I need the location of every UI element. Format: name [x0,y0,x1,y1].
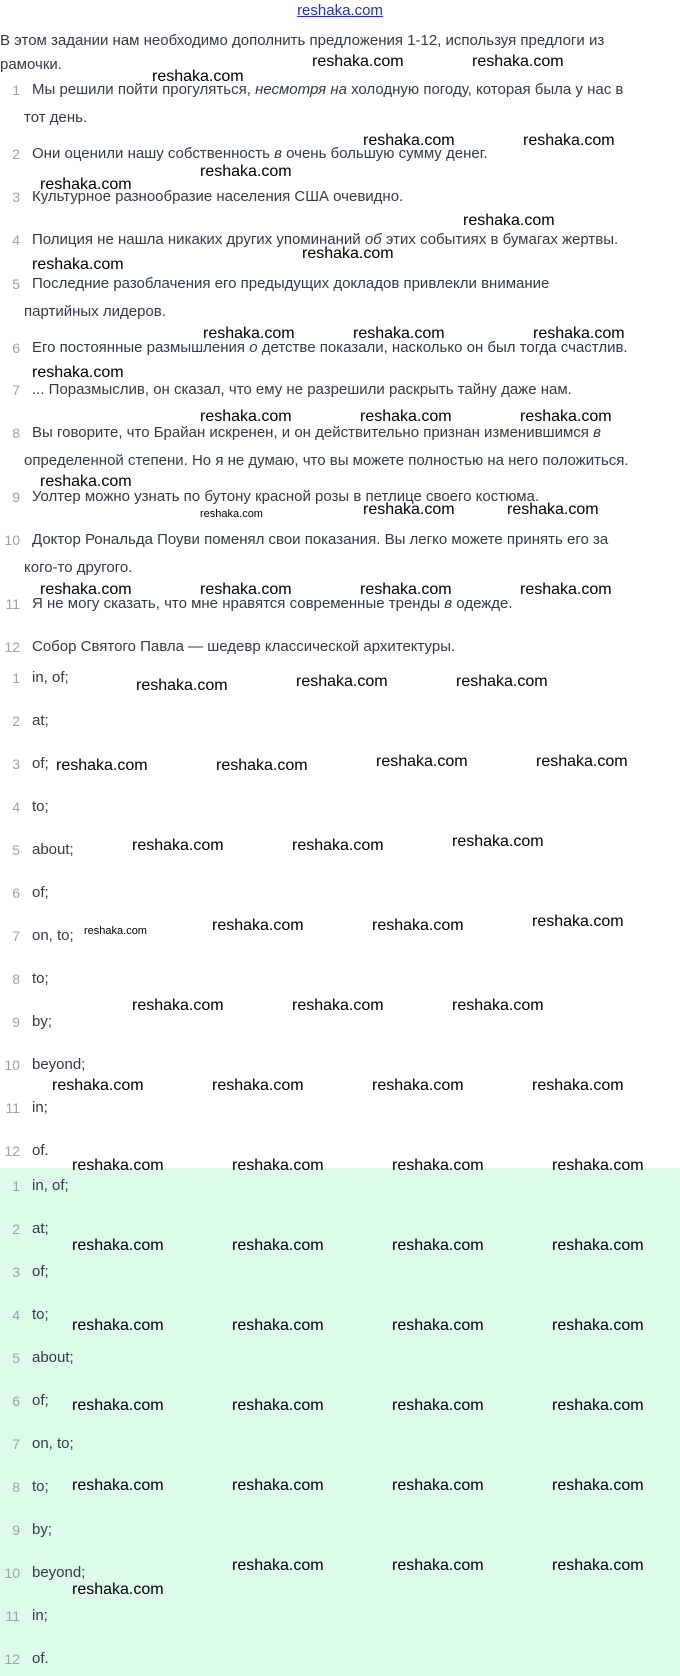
sentence-number: 12 [4,639,20,655]
sentence-number: 5 [12,276,20,292]
sentence-preposition: в [593,424,601,441]
answer-text: on, to; [32,927,74,944]
sentence-preposition: в [274,145,282,162]
sentence-segment: кого-то другого. [24,559,133,576]
answer-number: 6 [12,885,20,901]
watermark-text: reshaka.com [363,501,455,518]
watermark-text: reshaka.com [353,325,445,342]
sentence-segment: определенной степени. Но я не думаю, что вы можете полностью на него положиться. [24,452,629,469]
sentence-segment: ... Поразмыслив, он сказал, что ему не разрешили раскрыть тайну даже нам. [32,381,572,398]
watermark-text: reshaka.com [72,1317,164,1334]
sentence-segment: очень большую сумму денег. [281,145,488,162]
sentence-number: 7 [12,382,20,398]
sentence-segment: холодную погоду, которая была у нас в [346,81,624,98]
watermark-text: reshaka.com [520,408,612,425]
sentence-number: 6 [12,340,20,356]
watermark-text: reshaka.com [463,212,555,229]
watermark-text: reshaka.com [200,163,292,180]
watermark-text: reshaka.com [32,256,124,273]
answer-text: of; [32,1392,49,1409]
watermark-text: reshaka.com [72,1237,164,1254]
site-header-link[interactable]: reshaka.com [297,2,383,19]
sentence-preposition: об [364,231,382,248]
answer-number: 11 [5,1100,20,1116]
sentence-segment: Мы решили пойти прогуляться, [32,81,256,98]
answer-number: 8 [12,1479,20,1495]
sentence-segment: Его постоянные размышления [32,339,250,356]
sentence-line [24,298,166,326]
answer-number: 11 [5,1608,20,1624]
answer-text: by; [32,1521,53,1538]
watermark-text: reshaka.com [312,53,404,70]
watermark-text: reshaka.com [72,1477,164,1494]
answer-text: to; [32,1478,49,1495]
sentence-text [24,633,679,661]
task-intro: В этом задании нам необходимо дополнить предложения 1-12, используя предлоги из рамочки. [0,32,605,73]
watermark-text: reshaka.com [552,1157,644,1174]
answer-text: of; [32,884,49,901]
answer-number: 3 [12,1264,20,1280]
watermark-text: reshaka.com [232,1557,324,1574]
answer-text: about; [32,841,74,858]
answer-number: 1 [12,1178,20,1194]
answer-text: to; [32,970,49,987]
watermark-text: reshaka.com [520,581,612,598]
sentence-segment: Я не могу сказать, что мне нравятся современные тренды [32,595,445,612]
answer-number: 1 [12,670,20,686]
sentence-number: 4 [12,232,20,248]
watermark-text: reshaka.com [536,753,628,770]
answer-text: to; [32,1306,49,1323]
answer-number: 9 [12,1522,20,1538]
watermark-text: reshaka.com [136,677,228,694]
sentence-line [32,633,455,661]
answer-text: in, of; [32,1177,69,1194]
watermark-text: reshaka.com [292,997,384,1014]
sentence-segment: Последние разоблачения его предыдущих докладов привлекли внимание [32,275,550,292]
watermark-text: reshaka.com [392,1557,484,1574]
sentence-segment: Они оценили нашу собственность [32,145,275,162]
answer-text: beyond; [32,1564,86,1581]
watermark-text: reshaka.com [523,132,615,149]
answer-text: on, to; [32,1435,74,1452]
sentence-line [32,76,623,104]
sentence-line [32,419,601,447]
sentence-segment: тот день. [24,109,88,126]
answer-number: 4 [12,799,20,815]
sentence-segment: Вы говорите, что Брайан искренен, и он действительно признан изменившимся [32,424,594,441]
answer-number: 5 [12,1350,20,1366]
watermark-text: reshaka.com [372,917,464,934]
sentence-number: 11 [5,596,20,612]
watermark-text: reshaka.com [72,1157,164,1174]
watermark-text: reshaka.com [200,581,292,598]
sentence-segment: Культурное разнообразие населения США очевидно. [32,188,404,205]
answer-number: 12 [4,1143,20,1159]
watermark-text: reshaka.com [376,753,468,770]
answer-number: 9 [12,1014,20,1030]
sentence-number: 1 [12,82,20,98]
watermark-text: reshaka.com [216,757,308,774]
watermark-text: reshaka.com [52,1077,144,1094]
watermark-text: reshaka.com [200,408,292,425]
sentence-number: 3 [12,189,20,205]
answer-text: at; [32,712,49,729]
watermark-text: reshaka.com [392,1317,484,1334]
watermark-text: reshaka.com [152,68,244,85]
watermark-text: reshaka.com [456,673,548,690]
watermark-text: reshaka.com [372,1077,464,1094]
sentence-segment: партийных лидеров. [24,303,166,320]
watermark-text: reshaka.com [132,837,224,854]
answer-number: 6 [12,1393,20,1409]
answer-number: 5 [12,842,20,858]
watermark-text: reshaka.com [232,1157,324,1174]
answer-text: about; [32,1349,74,1366]
watermark-text-small: reshaka.com [84,925,147,937]
watermark-text: reshaka.com [552,1237,644,1254]
watermark-text: reshaka.com [392,1157,484,1174]
watermark-text: reshaka.com [452,833,544,850]
watermark-text: reshaka.com [232,1477,324,1494]
sentence-segment: Собор Святого Павла — шедевр классической архитектуры. [32,638,456,655]
answer-number: 8 [12,971,20,987]
answer-text: of; [32,755,49,772]
answer-number: 10 [4,1565,20,1581]
answer-number: 12 [4,1651,20,1667]
watermark-text: reshaka.com [532,913,624,930]
watermark-text: reshaka.com [212,1077,304,1094]
sentence-line [24,447,629,475]
sentence-segment: Полиция не нашла никаких других упоминаний [32,231,365,248]
sentence-preposition: в [444,595,453,612]
watermark-text: reshaka.com [392,1397,484,1414]
watermark-text: reshaka.com [40,473,132,490]
answer-text: in; [32,1099,48,1116]
watermark-text: reshaka.com [232,1317,324,1334]
watermark-text: reshaka.com [532,1077,624,1094]
watermark-text-small: reshaka.com [200,508,263,520]
answer-text: in; [32,1607,48,1624]
sentence-text [24,526,679,582]
watermark-text: reshaka.com [72,1397,164,1414]
sentence-line [24,554,132,582]
watermark-text: reshaka.com [552,1397,644,1414]
watermark-text: reshaka.com [507,501,599,518]
sentence-line [32,526,608,554]
sentence-segment: этих событиях в бумагах жертвы. [381,231,619,248]
answer-number: 4 [12,1307,20,1323]
watermark-text: reshaka.com [232,1237,324,1254]
watermark-text: reshaka.com [72,1581,164,1598]
watermark-text: reshaka.com [533,325,625,342]
watermark-text: reshaka.com [552,1557,644,1574]
sentence-text [24,76,679,132]
watermark-text: reshaka.com [302,245,394,262]
answer-text: of; [32,1263,49,1280]
answer-number: 10 [4,1057,20,1073]
watermark-text: reshaka.com [360,408,452,425]
answer-text: at; [32,1220,49,1237]
answer-number: 7 [12,928,20,944]
answer-number: 3 [12,756,20,772]
sentence-number: 8 [12,425,20,441]
watermark-text: reshaka.com [56,757,148,774]
watermark-text: reshaka.com [296,673,388,690]
watermark-text: reshaka.com [363,132,455,149]
watermark-text: reshaka.com [472,53,564,70]
sentence-text [24,419,679,475]
watermark-text: reshaka.com [552,1477,644,1494]
answer-text: of. [32,1142,49,1159]
sentence-segment: Уолтер можно узнать по бутону красной розы в петлице своего костюма. [32,488,540,505]
watermark-text: reshaka.com [40,581,132,598]
answer-text: beyond; [32,1056,86,1073]
watermark-text: reshaka.com [32,364,124,381]
sentence-segment: Доктор Рональда Поуви поменял свои показания. Вы легко можете принять его за [32,531,609,548]
sentence-segment: детстве показали, насколько он был тогда счастлив. [257,339,628,356]
answer-number: 2 [12,1221,20,1237]
watermark-text: reshaka.com [552,1317,644,1334]
answer-text: to; [32,798,49,815]
answer-number: 7 [12,1436,20,1452]
sentence-number: 2 [12,146,20,162]
sentence-number: 10 [4,532,20,548]
sentence-preposition: несмотря на [255,81,347,98]
answer-text: of. [32,1650,49,1667]
watermark-text: reshaka.com [232,1397,324,1414]
sentence-number: 9 [12,489,20,505]
sentence-line [24,104,87,132]
watermark-text: reshaka.com [292,837,384,854]
sentence-text [24,270,679,326]
watermark-text: reshaka.com [392,1477,484,1494]
sentence-preposition: о [249,339,258,356]
watermark-text: reshaka.com [452,997,544,1014]
answer-text: by; [32,1013,53,1030]
watermark-text: reshaka.com [212,917,304,934]
watermark-text: reshaka.com [132,997,224,1014]
watermark-text: reshaka.com [392,1237,484,1254]
watermark-text: reshaka.com [40,176,132,193]
watermark-text: reshaka.com [203,325,295,342]
sentence-segment: одежде. [452,595,513,612]
answer-number: 2 [12,713,20,729]
watermark-text: reshaka.com [360,581,452,598]
answer-text: in, of; [32,669,69,686]
